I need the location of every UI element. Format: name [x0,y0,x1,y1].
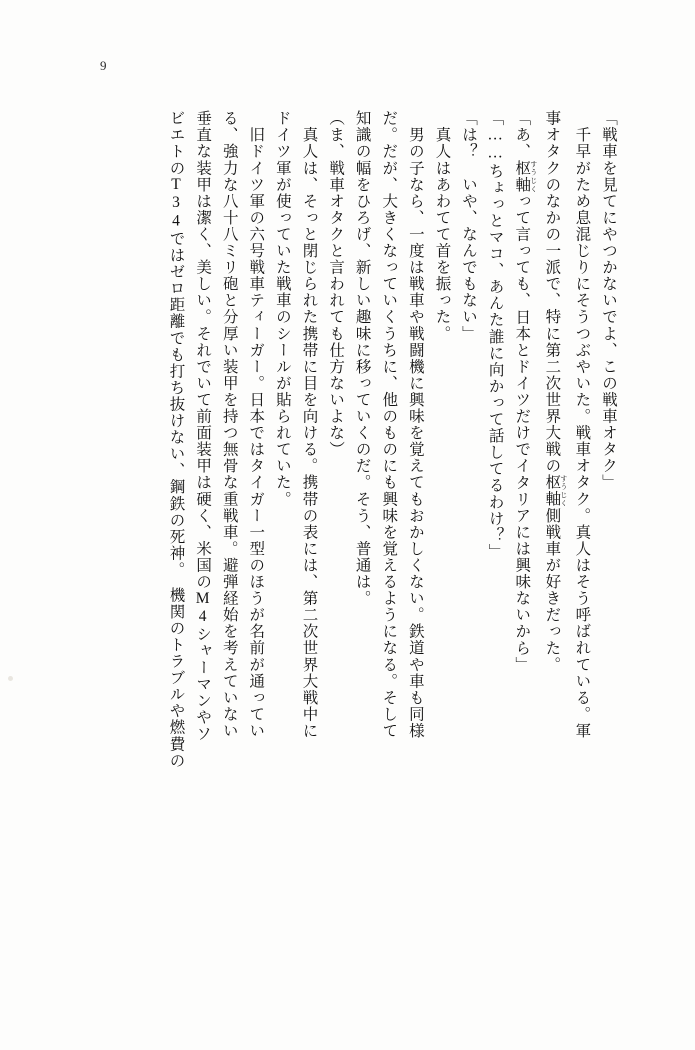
text-line: ドイツ軍が使っていた戦車のシールが貼られていた。 [273,110,291,508]
text-line: 真人はあわてて首を振った。 [433,110,451,342]
page-number: 9 [100,58,107,73]
text-line: （ま、戦車オタクと言われても仕方ないよな） [327,110,345,458]
text-line: 真人は、そっと閉じられた携帯に目を向ける。携帯の表には、第二次世界大戦中に [300,110,318,739]
text-line: ビエトのT34ではゼロ距離でも打ち抜けない、鋼鉄の死神。 機関のトラブルや燃費の [167,110,185,769]
text-line: 「は？ いや、なんでもない」 [460,110,478,342]
text-line: だ。だが、大きくなっていくうちに、他のものにも興味を覚えるようになる。そして [380,110,398,739]
text-line: 千早がため息混じりにそうつぶやいた。戦車オタク。真人はそう呼ばれている。軍 [573,110,591,739]
text-line: 垂直な装甲は潔く、美しい。それでいて前面装甲は硬く、米国のM4シャーマンやソ [194,110,212,742]
text-line: 「戦車を見てにやつかないでよ、この戦車オタク」 [600,110,617,491]
text-line: 「……ちょっとマコ、あんた誰に向かって話してるわけ？」 [486,110,504,560]
body-text [162,110,621,970]
text-line: 知識の幅をひろげ、新しい趣味に移っていくのだ。そう、普通は。 [353,110,371,607]
text-line: 「あ、枢軸 すうじくって言っても、日本とドイツだけでイタリアには興味ないから」 [513,110,538,673]
gutter-mark [8,676,13,681]
text-line: 男の子なら、一度は戦車や戦闘機に興味を覚えてもおかしくない。鉄道や車も同様 [406,110,424,739]
text-line: 事オタクのなかの一派で、特に第二次世界大戦の枢軸 すうじく側戦車が好きだった。 [543,110,568,673]
text-line: る、強力な八十八ミリ砲と分厚い装甲を持つ無骨な重戦車。避弾経始を考えていない [220,110,238,739]
text-line: 旧ドイツ軍の六号戦車ティーガー。日本ではタイガー一型のほうが名前が通ってい [247,110,265,739]
